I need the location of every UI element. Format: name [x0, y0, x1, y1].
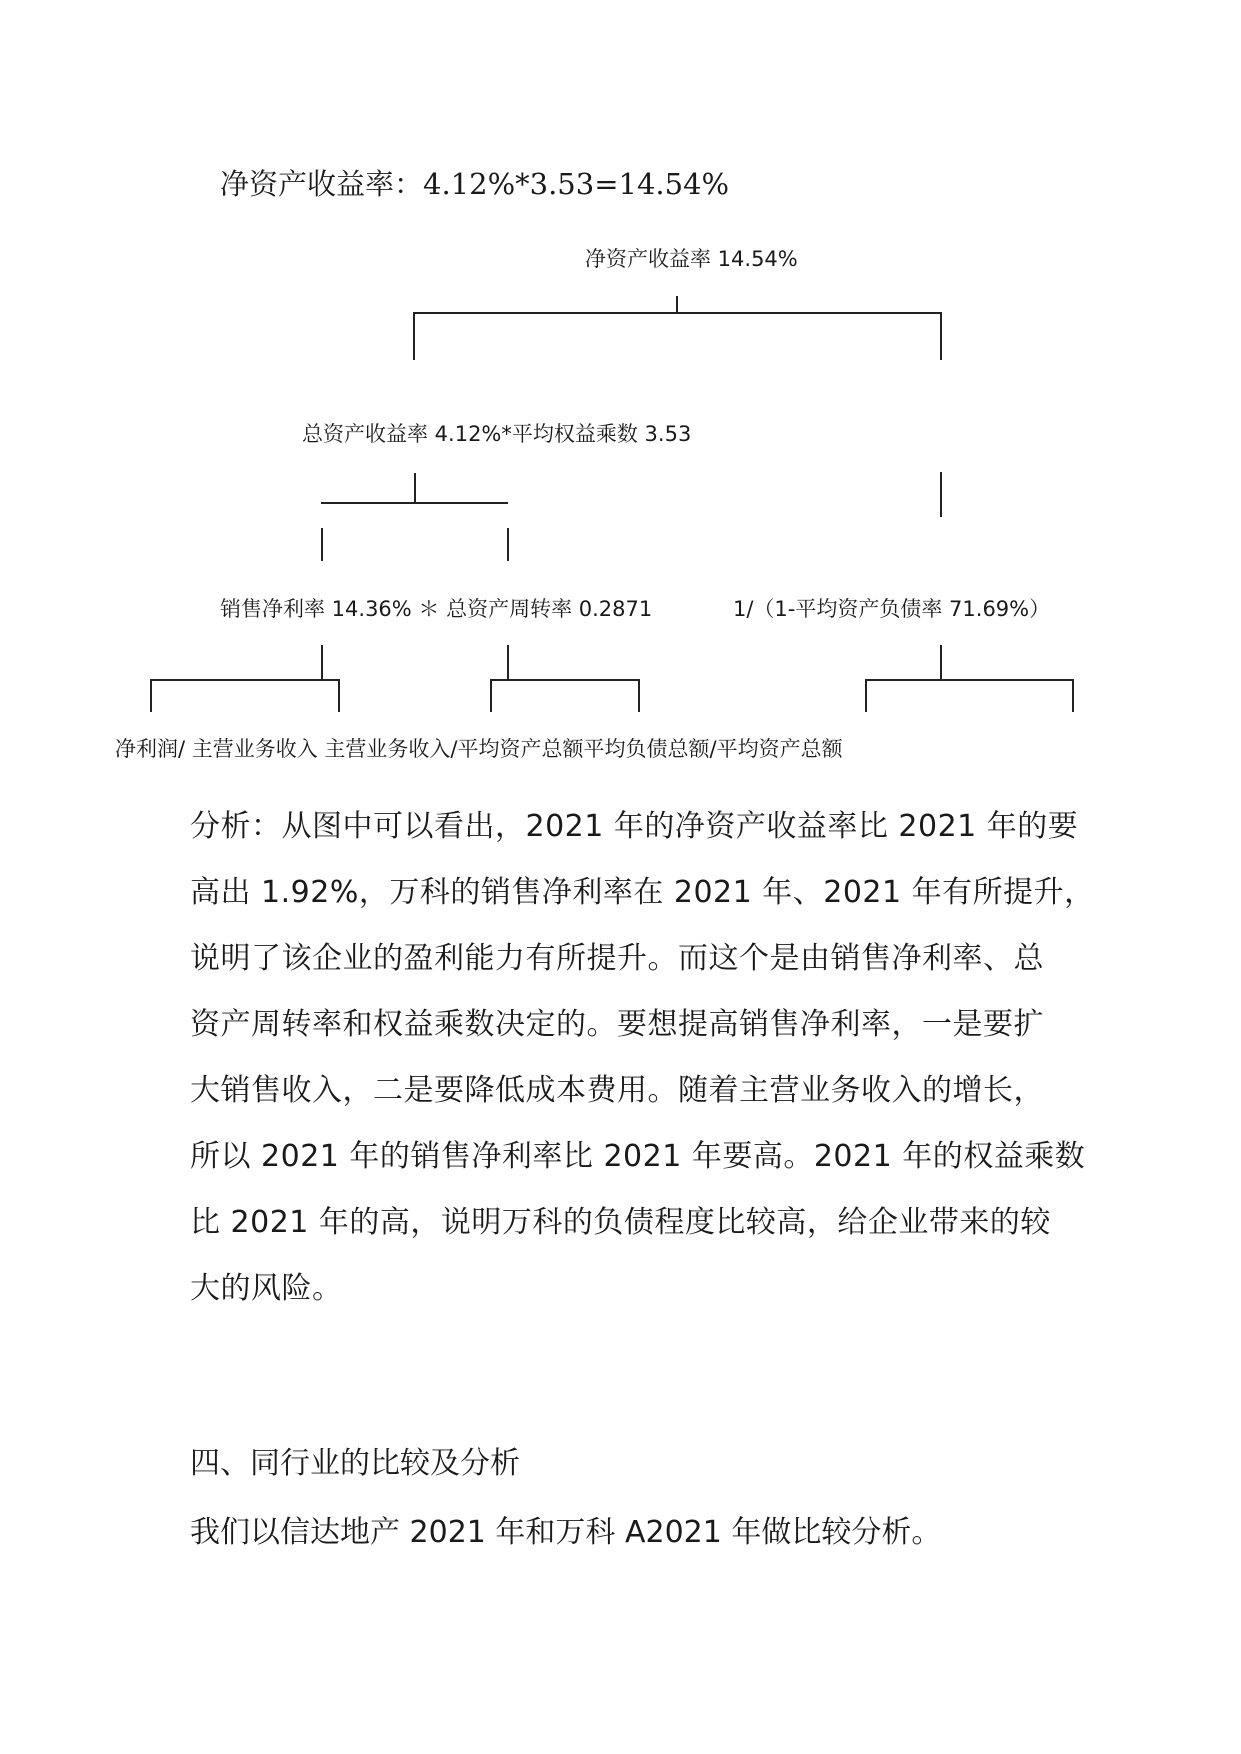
connector-line: [1072, 679, 1074, 712]
connector-line: [414, 473, 416, 503]
analysis-line: 高出 1.92%，万科的销售净利率在 2021 年、2021 年有所提升，: [190, 875, 1095, 910]
diagram-root-label: 净资产收益率 14.54%: [585, 247, 798, 271]
connector-line: [940, 472, 942, 517]
connector-line: [676, 296, 678, 313]
connector-line: [150, 679, 152, 712]
connector-line: [321, 645, 323, 680]
connector-line: [338, 679, 340, 712]
diagram-level3-right-label: 1/（1-平均资产负债率 71.69%）: [733, 597, 1051, 621]
connector-line: [638, 679, 640, 712]
analysis-line: 比 2021 年的高，说明万科的负债程度比较高，给企业带来的较: [190, 1205, 1051, 1240]
analysis-line: 说明了该企业的盈利能力有所提升。而这个是由销售净利率、总: [190, 941, 1044, 976]
analysis-line: 大的风险。: [190, 1271, 343, 1306]
connector-line: [490, 679, 640, 681]
connector-line: [490, 679, 492, 712]
section-heading: 四、同行业的比较及分析: [190, 1446, 520, 1481]
analysis-line: 大销售收入，二是要降低成本费用。随着主营业务收入的增长，: [190, 1073, 1044, 1108]
connector-line: [413, 312, 415, 360]
connector-line: [940, 645, 942, 680]
connector-line: [865, 679, 867, 712]
analysis-line: 资产周转率和权益乘数决定的。要想提高销售净利率，一是要扩: [190, 1007, 1044, 1042]
analysis-line: 分析：从图中可以看出，2021 年的净资产收益率比 2021 年的要: [190, 809, 1079, 844]
roe-formula: 净资产收益率：4.12%*3.53=14.54%: [220, 167, 730, 201]
diagram-leaves-label: 净利润/ 主营业务收入 主营业务收入/平均资产总额平均负债总额/平均资产总额: [115, 737, 843, 761]
diagram-level3-left-label: 销售净利率 14.36% ＊ 总资产周转率 0.2871: [220, 597, 653, 621]
analysis-line: 所以 2021 年的销售净利率比 2021 年要高。2021 年的权益乘数: [190, 1139, 1086, 1174]
connector-line: [150, 679, 340, 681]
connector-line: [321, 502, 508, 504]
connector-line: [507, 528, 509, 561]
connector-line: [940, 312, 942, 360]
comparison-sentence: 我们以信达地产 2021 年和万科 A2021 年做比较分析。: [190, 1515, 942, 1550]
connector-line: [321, 528, 323, 561]
connector-line: [507, 645, 509, 680]
connector-line: [865, 679, 1074, 681]
diagram-level2-label: 总资产收益率 4.12%*平均权益乘数 3.53: [302, 422, 692, 446]
analysis-paragraph: [190, 794, 1095, 1322]
connector-line: [413, 312, 942, 314]
